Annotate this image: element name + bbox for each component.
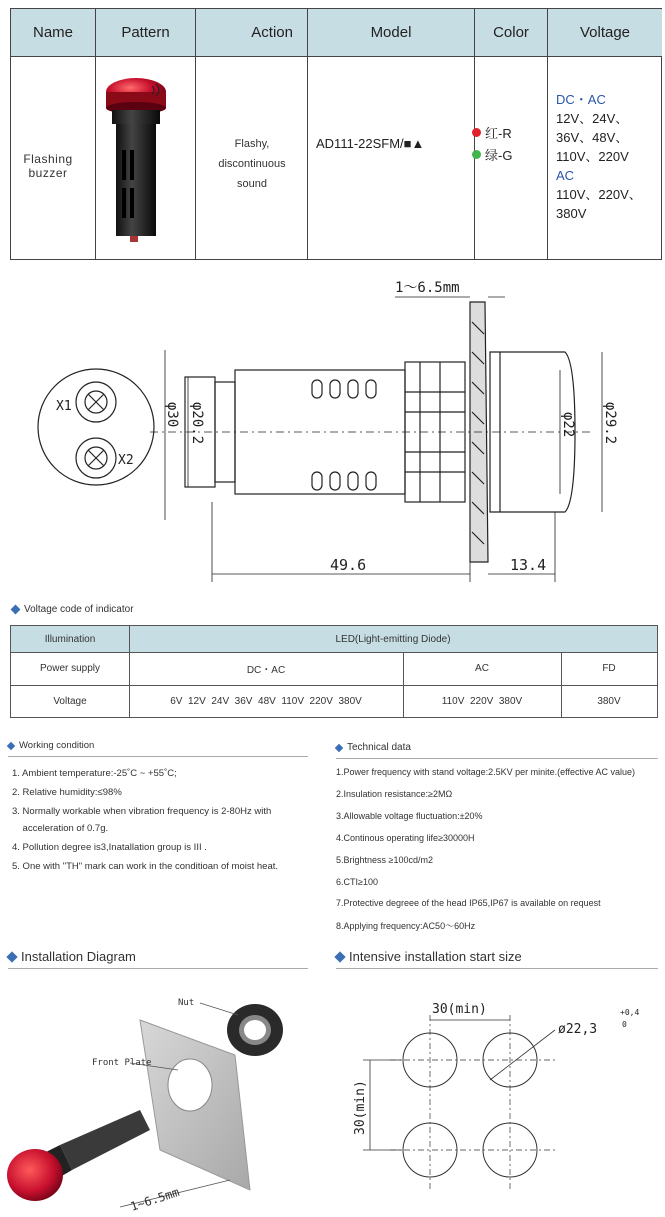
list-item: 1. Ambient temperature:-25˚C ~ +55˚C; [12, 768, 177, 779]
list-item: acceleration of 0.7g. [12, 823, 109, 834]
hole-diameter-label: ø22,3 [558, 1022, 598, 1037]
header-name: Name [11, 9, 96, 57]
list-item: 7.Protective degreee of the head IP65,IP67 is available on request [336, 898, 601, 908]
header-action: Action [196, 9, 308, 57]
diamond-bullet-icon [335, 743, 343, 751]
list-item: 4.Continous operating life≥30000H [336, 833, 475, 843]
voltage-ac-line: 110V、220V、 [556, 187, 642, 202]
color-red: 红-R [472, 123, 512, 142]
voltage-dcac: 6V 12V 24V 36V 48V 110V 220V 380V [170, 696, 362, 707]
installation-diagram-heading: Installation Diagram [8, 949, 136, 964]
installation-drawing [0, 975, 330, 1215]
list-item: 2.Insulation resistance:≥2MΩ [336, 789, 453, 799]
header-color: Color [475, 9, 548, 57]
list-item: 3. Normally workable when vibration frequency is 2-80Hz with [12, 806, 272, 817]
list-item: 3.Allowable voltage fluctuation:±20% [336, 811, 483, 821]
intensive-drawing [330, 975, 660, 1215]
model-number: AD111-22SFM/■▲ [316, 136, 425, 151]
voltage-code-table [10, 625, 658, 718]
dimension-drawing [0, 262, 665, 592]
head-diameter-label: φ29.2 [602, 402, 618, 445]
voltage-code-heading: Voltage code of indicator [12, 604, 134, 615]
diamond-bullet-icon [334, 951, 345, 962]
list-item: 8.Applying frequency:AC50～60Hz [336, 921, 476, 931]
power-dcac: DC・AC [246, 665, 286, 676]
nut-label: Nut [178, 998, 195, 1008]
list-item: 1.Power frequency with stand voltage:2.5KV per minite.(effective AC value) [336, 767, 635, 777]
body-diameter-label: φ20.2 [189, 402, 205, 445]
voltage-ac-line: 380V [556, 206, 587, 221]
thickness-label: 1~6.5mm [128, 1184, 182, 1214]
voltage-dcac-label: DC・AC [556, 92, 606, 107]
spacing-h-label: 30(min) [432, 1002, 487, 1017]
tolerance-zero: 0 [622, 1020, 627, 1029]
voltage-fd: 380V [597, 696, 621, 707]
working-condition-heading: Working condition [8, 740, 94, 751]
list-item: 2. Relative humidity:≤98% [12, 787, 122, 798]
tolerance-plus: +0,4 [620, 1008, 640, 1017]
intensive-installation-heading: Intensive installation start size [336, 949, 522, 964]
panel-thickness-label: 1～6.5mm [395, 280, 460, 296]
power-ac: AC [475, 663, 489, 674]
list-item: 6.CTI≥100 [336, 877, 378, 887]
voltage-ac: 110V 220V 380V [441, 696, 523, 707]
list-item: 4. Pollution degree is3,Inatallation group is III . [12, 842, 207, 853]
list-item: 5.Brightness ≥100cd/m2 [336, 855, 433, 865]
diamond-bullet-icon [7, 741, 15, 749]
outer-diameter-label: φ30 [164, 402, 180, 428]
header-pattern: Pattern [96, 9, 196, 57]
illumination-value: LED(Light-emitting Diode) [129, 626, 657, 652]
voltage-ac-label: AC [556, 168, 575, 183]
header-voltage: Voltage [548, 9, 662, 57]
header-model: Model [308, 9, 475, 57]
green-dot-icon [472, 150, 481, 159]
product-name: Flashing buzzer [23, 152, 73, 180]
buzzer-photo [100, 70, 172, 250]
power-fd: FD [602, 663, 616, 674]
diamond-bullet-icon [11, 605, 21, 615]
power-supply-label: Power supply [39, 663, 101, 674]
action-text: Flashy, discontinuous sound [218, 138, 286, 190]
length-label: 49.6 [330, 556, 367, 574]
head-length-label: 13.4 [510, 556, 547, 574]
terminal-x2: X2 [118, 453, 134, 468]
illumination-label: Illumination [11, 626, 129, 652]
voltage-dcac-line: 12V、24V、 [556, 111, 629, 126]
diamond-bullet-icon [6, 951, 17, 962]
terminal-x1: X1 [56, 399, 72, 414]
spacing-v-label: 30(min) [353, 1080, 368, 1135]
voltage-dcac-line: 110V、220V [556, 149, 629, 164]
voltage-dcac-line: 36V、48V、 [556, 130, 629, 145]
technical-data-heading: Technical data [336, 742, 411, 753]
color-green: 绿-G [472, 145, 512, 164]
mid-diameter-label: φ22 [560, 412, 576, 438]
list-item: 5. One with "TH" mark can work in the conditioan of moist heat. [12, 861, 278, 872]
voltage-label: Voltage [53, 696, 87, 707]
front-plate-label: Front Plate [92, 1058, 152, 1068]
red-dot-icon [472, 128, 481, 137]
